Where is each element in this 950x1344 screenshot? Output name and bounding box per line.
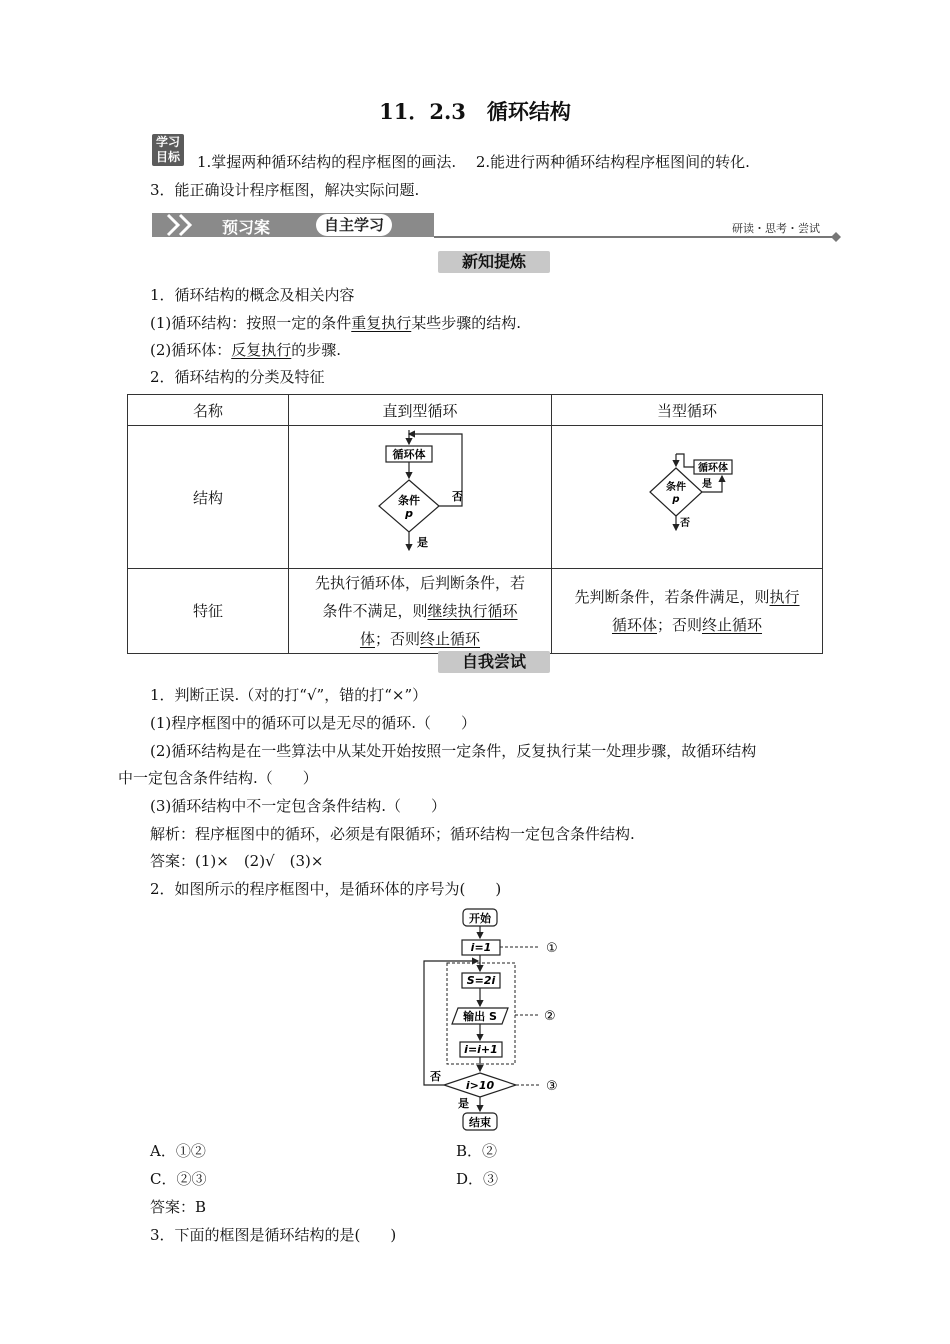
while-feature-2u: 循环体 xyxy=(611,616,657,634)
until-feature-3u2: 终止循环 xyxy=(420,630,481,648)
while-loop-diagram-cell xyxy=(552,426,823,569)
row-feature-label: 特征 xyxy=(128,569,289,654)
item-1b xyxy=(150,339,341,360)
marker-1: ① xyxy=(546,941,558,956)
page-title: 11．2.3 循环结构 xyxy=(379,99,571,124)
item-1b-pre: (2)循环体： xyxy=(150,341,232,359)
q1-b-line-2: 中一定包含条件结构.（ ） xyxy=(118,769,318,787)
banner-pill: 自主学习 xyxy=(316,214,392,236)
row-structure-label: 结构 xyxy=(128,426,289,569)
item-1b-underlined: 反复执行 xyxy=(231,341,292,359)
goals-line-1: 1.掌握两种循环结构的程序框图的画法. 2.能进行两种循环结构程序框图间的转化. xyxy=(197,153,750,171)
item-1: 1．循环结构的概念及相关内容 xyxy=(150,286,355,304)
banner-title: 预习案 xyxy=(222,218,271,237)
output-text: 输出 S xyxy=(463,1010,497,1023)
item-1a-pre: (1)循环结构：按照一定的条件 xyxy=(150,314,352,332)
q1: 1．判断正误.（对的打“√”，错的打“×”） xyxy=(150,686,428,704)
banner-right-text: 研读・思考・尝试 xyxy=(732,222,820,235)
while-feature-line-2 xyxy=(552,611,822,639)
condition-text: i>10 xyxy=(465,1079,495,1092)
while-feature-line-1 xyxy=(552,583,822,611)
q1-c: (3)循环结构中不一定包含条件结构.（ ） xyxy=(150,797,447,815)
until-feature-line-2 xyxy=(289,597,551,625)
header-until: 直到型循环 xyxy=(289,395,552,426)
goals-line-2: 3．能正确设计程序框图，解决实际问题. xyxy=(150,181,420,199)
section-banner xyxy=(152,212,842,240)
until-loop-cond-text: 条件 xyxy=(398,494,420,507)
until-feature-line-3 xyxy=(289,625,551,653)
until-loop-diagram-cell xyxy=(289,426,552,569)
until-loop-body-text: 循环体 xyxy=(392,448,426,461)
q2-no-label: 否 xyxy=(430,1070,441,1083)
goals-tag: 学习 目标 xyxy=(152,134,184,166)
diamond-icon xyxy=(830,231,842,243)
until-feature-3m: ；否则 xyxy=(374,630,420,648)
section-tag-self-try: 自我尝试 xyxy=(438,651,550,673)
until-feature-2a: 条件不满足，则 xyxy=(322,602,428,620)
while-loop-body-text: 循环体 xyxy=(698,463,728,474)
while-feature-cell xyxy=(552,569,823,654)
q2: 2．如图所示的程序框图中，是循环体的序号为( ) xyxy=(150,880,502,898)
while-feature-1u: 执行 xyxy=(769,588,800,606)
banner-divider xyxy=(434,236,834,238)
marker-3: ③ xyxy=(546,1079,558,1094)
while-feature-2u2: 终止循环 xyxy=(702,616,763,634)
option-b: B．② xyxy=(456,1142,498,1160)
chevron-icon xyxy=(164,213,214,237)
q1-answer: 答案：(1)× (2)√ (3)× xyxy=(150,852,324,870)
item-1a xyxy=(150,312,521,333)
init-text: i=1 xyxy=(470,941,492,954)
option-c: C．②③ xyxy=(150,1170,207,1188)
while-feature-1a: 先判断条件，若条件满足，则 xyxy=(574,588,770,606)
q2-answer: 答案：B xyxy=(150,1198,207,1216)
until-loop-diagram xyxy=(290,426,550,564)
marker-2: ② xyxy=(544,1009,556,1024)
while-loop-cond-text: 条件 xyxy=(666,482,686,493)
until-feature-line-1: 先执行循环体，后判断条件，若 xyxy=(314,574,525,592)
item-1a-underlined: 重复执行 xyxy=(351,314,412,332)
q1-b-line-1: (2)循环结构是在一些算法中从某处开始按照一定条件，反复执行某一处理步骤，故循环结构 xyxy=(150,742,757,760)
until-loop-no-label: 否 xyxy=(452,490,463,503)
while-loop-yes-label: 是 xyxy=(702,479,712,490)
q2-flowchart xyxy=(410,905,590,1133)
item-2: 2．循环结构的分类及特征 xyxy=(150,368,325,386)
item-1a-post: 某些步骤的结构. xyxy=(411,314,522,332)
option-a: A．①② xyxy=(150,1142,206,1160)
section-tag-new-knowledge: 新知提炼 xyxy=(438,251,550,273)
q1-a: (1)程序框图中的循环可以是无尽的循环.（ ） xyxy=(150,714,477,732)
until-feature-3u1: 体 xyxy=(359,630,375,648)
header-while: 当型循环 xyxy=(552,395,823,426)
increment-text: i=i+1 xyxy=(464,1043,498,1056)
q3: 3．下面的框图是循环结构的是( ) xyxy=(150,1226,397,1244)
q1-analysis: 解析：程序框图中的循环，必须是有限循环；循环结构一定包含条件结构. xyxy=(150,825,635,843)
until-loop-yes-label: 是 xyxy=(417,536,428,549)
while-feature-2m: ；否则 xyxy=(656,616,702,634)
while-loop-diagram xyxy=(552,426,822,564)
until-feature-cell xyxy=(289,569,552,654)
s-assign-text: S=2i xyxy=(466,974,496,987)
while-loop-p-text: p xyxy=(672,494,680,505)
start-text: 开始 xyxy=(469,912,491,925)
end-text: 结束 xyxy=(469,1116,491,1129)
item-1b-post: 的步骤. xyxy=(291,341,342,359)
header-name: 名称 xyxy=(128,395,289,426)
while-loop-no-label: 否 xyxy=(680,518,690,529)
loop-comparison-table xyxy=(127,394,823,654)
q2-yes-label: 是 xyxy=(458,1097,469,1110)
option-d: D．③ xyxy=(456,1170,499,1188)
until-loop-p-text: p xyxy=(405,507,413,520)
until-feature-2u: 继续执行循环 xyxy=(427,602,518,620)
